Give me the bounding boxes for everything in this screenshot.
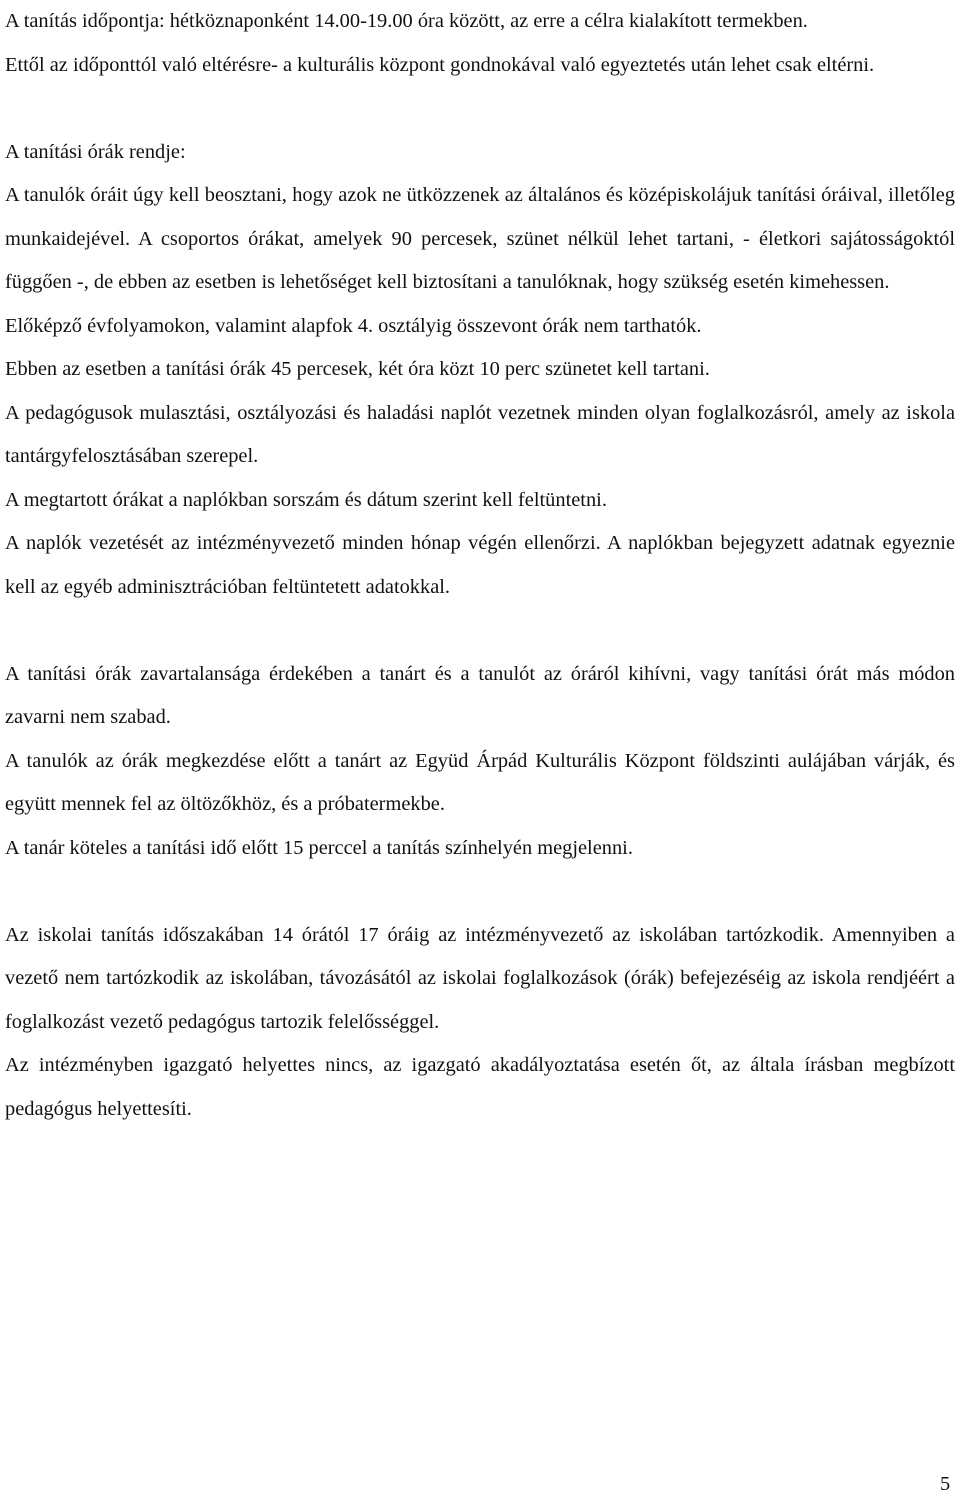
paragraph-time-deviation: Ettől az időponttól való eltérésre- a kulturális központ gondnokával való egyeztetés után lehet csak eltérni.: [5, 53, 875, 76]
section-heading-lesson-order: A tanítási órák rendje:: [5, 140, 186, 163]
page-number: 5: [940, 1473, 951, 1495]
paragraph-lesson-length: Ebben az esetben a tanítási órák 45 percesek, két óra közt 10 perc szünetet kell tartani.: [5, 358, 710, 380]
paragraph-preparatory-classes: Előképző évfolyamokon, valamint alapfok 4. osztályig összevont órák nem tarthatók.: [5, 314, 702, 337]
paragraph-teacher-arrival: A tanár köteles a tanítási idő előtt 15 perccel a tanítás színhelyén megjelenni.: [5, 836, 633, 859]
paragraph-log-review: A naplók vezetését az intézményvezető minden hónap végén ellenőrzi. A naplókban bejegyzett adatnak egyeznie kell az egyéb adminisztrációban feltüntetett adatokkal.: [5, 532, 955, 598]
paragraph-deputy-rules: Az intézményben igazgató helyettes nincs, az igazgató akadályoztatása esetén őt, az általa írásban megbízott pedagógus helyettesíti.: [5, 1054, 955, 1120]
paragraph-director-presence: Az iskolai tanítás időszakában 14 órától 17 óráig az intézményvezető az iskolában tartózkodik. Amennyiben a vezető nem tartózkodik az iskolában, távozásától az iskolai foglalkozások (órák) befejezéséig az iskola rendjéért a foglalkozást vezető pedagógus tartozik felelősséggel.: [5, 923, 955, 1033]
paragraph-teaching-time: A tanítás időpontja: hétköznaponként 14.00-19.00 óra között, az erre a célra kialakított termekben.: [5, 10, 808, 32]
paragraph-lesson-scheduling: A tanulók óráit úgy kell beosztani, hogy azok ne ütközzenek az általános és középiskolájuk tanítási óráival, illetőleg munkaidejével. A csoportos órákat, amelyek 90 percesek, szünet nélkül lehet tartani, - életkori sajátosságoktól függően -, de ebben az esetben is lehetőséget kell biztosítani a tanulóknak, hogy szükség esetén kimehessen.: [5, 184, 955, 293]
paragraph-no-disturbance: A tanítási órák zavartalansága érdekében a tanárt és a tanulót az óráról kihívni, vagy tanítási órát más módon zavarni nem szabad.: [5, 662, 955, 728]
paragraph-log-entries: A megtartott órákat a naplókban sorszám és dátum szerint kell feltüntetni.: [5, 488, 607, 511]
paragraph-student-arrival: A tanulók az órák megkezdése előtt a tanárt az Együd Árpád Kulturális Központ földszinti aulájában várják, és együtt mennek fel az öltözőkhöz, és a próbatermekbe.: [5, 749, 955, 815]
paragraph-teacher-logs: A pedagógusok mulasztási, osztályozási és haladási naplót vezetnek minden olyan foglalkozásról, amely az iskola tantárgyfelosztásában szerepel.: [5, 401, 955, 467]
document-body: [5, 0, 955, 1131]
